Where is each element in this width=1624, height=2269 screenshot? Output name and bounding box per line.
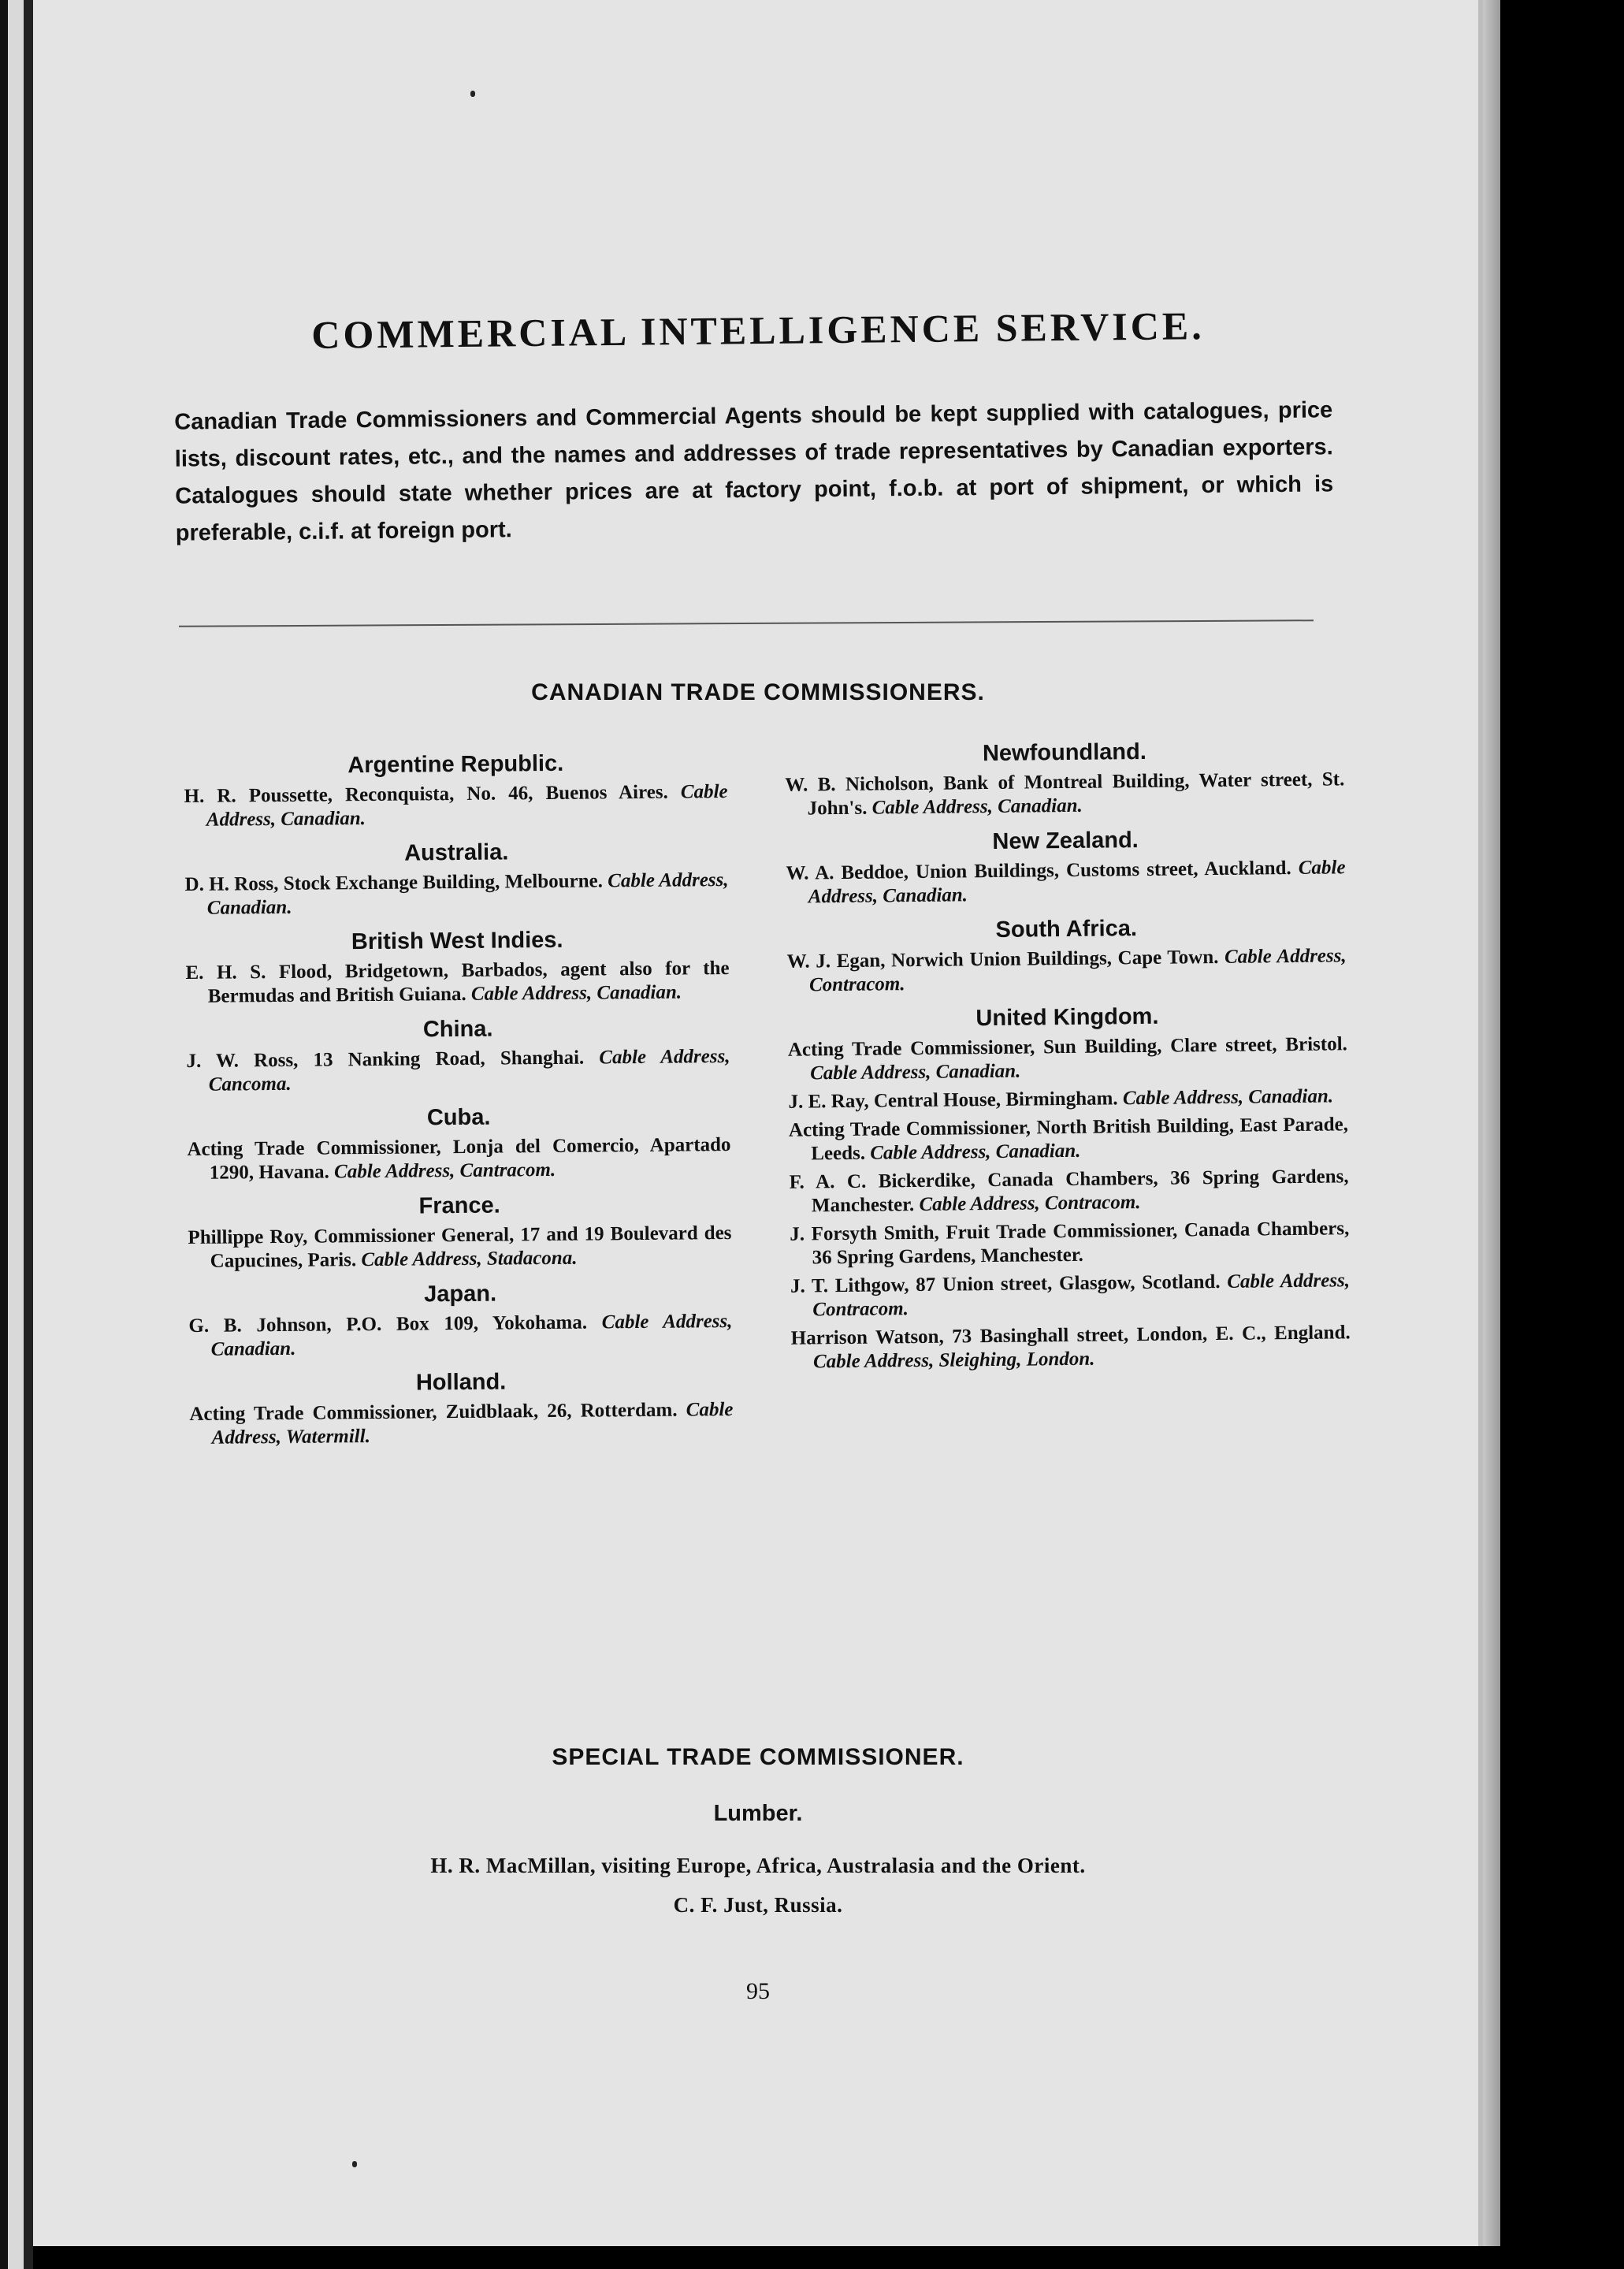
cable-address: Cable Address, Canadian. (810, 1060, 1021, 1084)
commissioner-entry (185, 957, 729, 1009)
commissioner-entry (184, 780, 727, 832)
intro-paragraph: Canadian Trade Commissioners and Commercial Agents should be kept supplied with catalogues, price lists, discount rates, etc., and the names and addresses of trade representatives by Canadian exporters. Catalogues should state whether prices are at factory point, f.o.b. at port of shipment, or which is preferable, c.i.f. at foreign port. (174, 397, 1334, 546)
special-line: H. R. MacMillan, visiting Europe, Africa, Australasia and the Orient. (430, 1854, 1086, 1877)
cable-address: Cable Address, Watermill. (211, 1398, 734, 1449)
page-edge-shadow (1483, 0, 1500, 2246)
commissioner-entry (789, 1165, 1349, 1218)
left-column (184, 750, 734, 1455)
entry-address: J. T. Lithgow, 87 Union street, Glasgow, Scotland. (790, 1270, 1221, 1297)
lumber-heading: Lumber. (713, 1801, 803, 1826)
country-heading: Japan. (424, 1281, 497, 1307)
entry-address: D. H. Ross, Stock Exchange Building, Melbourne. (184, 870, 604, 896)
commissioner-entry (785, 768, 1345, 820)
country-heading: South Africa. (995, 916, 1138, 943)
entry-address: F. A. C. Bickerdike, Canada Chambers, 36 Spring Gardens, Manchester. (789, 1166, 1349, 1217)
cable-address: Cable Address, Cantracom. (334, 1159, 556, 1183)
country-heading: British West Indies. (351, 927, 563, 955)
cable-address: Cable Address, Canadian. (871, 794, 1083, 819)
right-column (785, 738, 1351, 1378)
entry-address: Harrison Watson, 73 Basinghall street, London, E. C., England. (790, 1322, 1351, 1349)
entry-address: G. B. Johnson, P.O. Box 109, Yokohama. (188, 1311, 588, 1337)
country-heading: France. (418, 1192, 500, 1219)
special-line: C. F. Just, Russia. (673, 1893, 843, 1917)
cable-address: Cable Address, Sleighing, London. (812, 1348, 1095, 1373)
cable-address: Cable Address, Canadian. (470, 981, 682, 1005)
country-heading: Argentine Republic. (347, 750, 564, 779)
speck (352, 2161, 357, 2167)
cable-address: Cable Address, Stadacona. (361, 1247, 578, 1271)
entry-address: E. H. S. Flood, Bridgetown, Barbados, agent also for the Bermudas and British Guiana. (185, 957, 730, 1007)
commissioner-entry (184, 869, 728, 921)
cable-address: Cable Address, Cancoma. (208, 1045, 730, 1095)
divider-rule (179, 619, 1314, 627)
entry-address: Acting Trade Commissioner, Zuidblaak, 26, Rotterdam. (189, 1399, 678, 1425)
commissioner-entry (186, 1045, 730, 1097)
entry-address: W. A. Beddoe, Union Buildings, Customs street, Auckland. (786, 857, 1291, 884)
commissioner-entry (188, 1310, 732, 1362)
special-heading: SPECIAL TRADE COMMISSIONER. (552, 1744, 964, 1770)
page-number: 95 (746, 1978, 770, 2004)
page-title: COMMERCIAL INTELLIGENCE SERVICE. (311, 303, 1205, 357)
cable-address: Cable Address, Contracom. (808, 945, 1347, 996)
commissioner-entry (791, 1321, 1351, 1374)
commissioner-entry (788, 1084, 1347, 1114)
cable-address: Cable Address, Canadian. (870, 1140, 1081, 1164)
commissioner-entry (786, 856, 1346, 909)
entry-address: Acting Trade Commissioner, Sun Building, Clare street, Bristol. (787, 1033, 1347, 1061)
cable-address: Cable Address, Contracom. (812, 1270, 1351, 1321)
country-heading: China. (422, 1016, 493, 1043)
commissioner-entry (787, 944, 1347, 997)
cable-address: Cable Address, Contracom. (919, 1192, 1141, 1215)
entry-address: W. B. Nicholson, Bank of Montreal Building, Water street, St. John's. (785, 768, 1345, 820)
country-heading: Newfoundland. (982, 738, 1147, 767)
commissioner-entry (790, 1217, 1350, 1270)
cable-address: Cable Address, Canadian. (206, 869, 729, 919)
country-heading: New Zealand. (992, 828, 1139, 854)
entry-address: W. J. Egan, Norwich Union Buildings, Cape Town. (786, 946, 1219, 973)
entry-address: H. R. Poussette, Reconquista, No. 46, Buenos Aires. (184, 781, 668, 808)
speck (470, 91, 475, 97)
entry-address: Acting Trade Commissioner, North British Building, East Parade, Leeds. (788, 1114, 1349, 1165)
adjacent-page-edge (0, 0, 33, 2269)
entry-address: Acting Trade Commissioner, Lonja del Comercio, Apartado 1290, Havana. (187, 1133, 731, 1184)
commissioner-entry (189, 1398, 733, 1450)
document-page (33, 0, 1483, 2246)
commissioner-entry (187, 1133, 730, 1185)
cable-address: Cable Address, Canadian. (1122, 1085, 1334, 1110)
entry-address: J. W. Ross, 13 Nanking Road, Shanghai. (186, 1047, 585, 1073)
country-heading: Australia. (404, 839, 509, 866)
entry-address: Phillippe Roy, Commissioner General, 17 and 19 Boulevard des Capucines, Paris. (188, 1222, 732, 1272)
commissioner-entry (188, 1222, 731, 1274)
entry-address: J. Forsyth Smith, Fruit Trade Commissioner, Canada Chambers, 36 Spring Gardens, Manchester. (790, 1218, 1350, 1269)
entry-address: J. E. Ray, Central House, Birmingham. (788, 1088, 1118, 1113)
country-heading: Cuba. (426, 1104, 491, 1131)
cable-address: Cable Address, Canadian. (808, 857, 1346, 908)
country-heading: Holland. (415, 1369, 507, 1396)
commissioner-entry (790, 1269, 1351, 1322)
commissioner-entry (788, 1032, 1348, 1085)
cable-address: Cable Address, Canadian. (210, 1310, 733, 1360)
commissioner-entry (789, 1113, 1349, 1166)
commissioners-heading: CANADIAN TRADE COMMISSIONERS. (531, 679, 985, 705)
country-heading: United Kingdom. (976, 1003, 1159, 1032)
cable-address: Cable Address, Canadian. (206, 781, 728, 831)
